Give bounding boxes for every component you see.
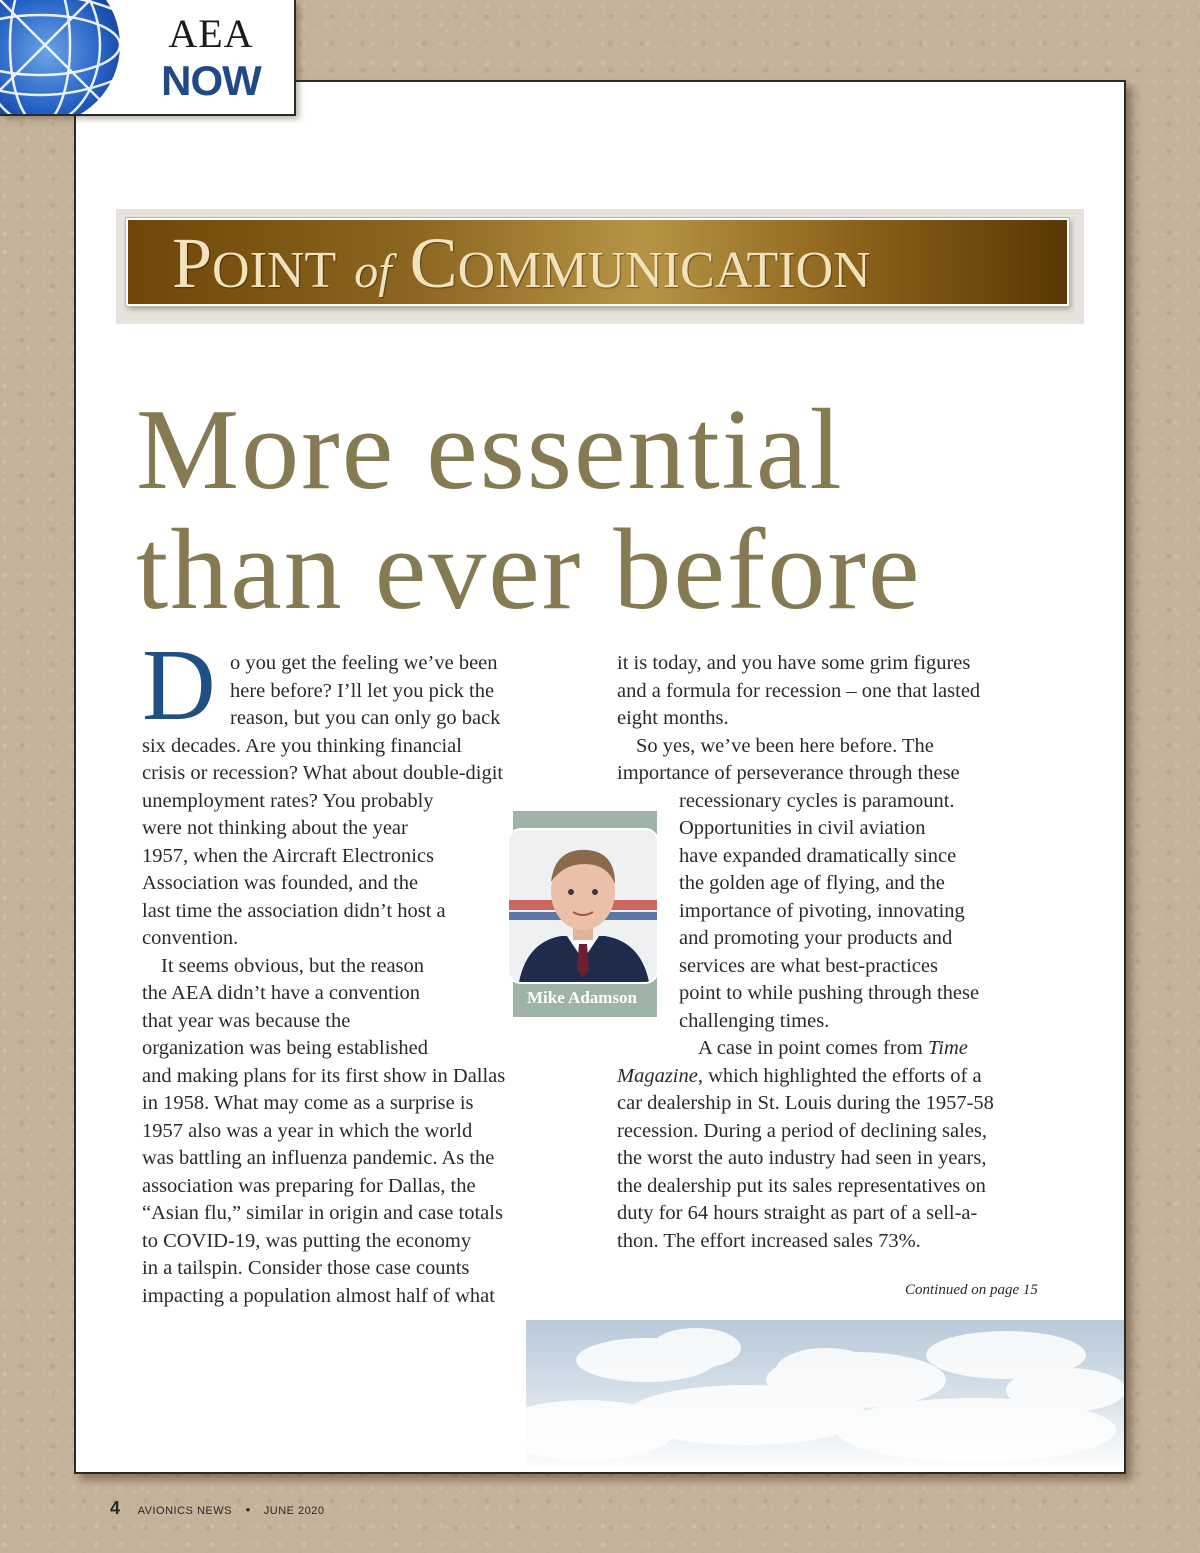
badge-aea-text: AEA [168,11,254,56]
body-line [617,1063,994,1091]
section-title-of: of [354,245,392,298]
body-line: importance of pivoting, innovating [679,899,965,922]
drop-cap: D [142,629,216,742]
body-line: association was preparing for Dallas, the [142,1174,476,1197]
body-line: six decades. Are you thinking financial [142,734,462,757]
body-line: in 1958. What may come as a surprise is [142,1092,474,1114]
body-line: “Asian flu,” similar in origin and case totals [142,1202,503,1224]
section-banner [126,218,1069,306]
article-column-2 [617,650,994,1255]
body-line: was battling an influenza pandemic. As the [142,1147,495,1169]
aea-now-badge [0,0,296,116]
body-line: Association was founded, and the [142,872,419,894]
body-line: here before? I’ll let you pick the [230,679,495,702]
section-title-c: C [409,223,458,303]
body-line: the dealership put its sales representatives on [617,1174,986,1197]
issue-date: JUNE 2020 [263,1505,325,1517]
continued-note: Continued on page 15 [905,1282,1038,1298]
body-line: crisis or recession? What about double-digit [142,762,504,784]
footer-separator: • [245,1502,251,1517]
page-footer [110,1498,325,1519]
body-line: Opportunities in civil aviation [679,817,926,839]
body-line: So yes, we’ve been here before. The [636,734,934,757]
globe-icon [0,0,140,116]
photo-caption: Mike Adamson [526,988,638,1007]
body-line: duty for 64 hours straight as part of a sell-a- [617,1202,978,1224]
italic-text: Magazine, [617,1064,703,1087]
body-line: car dealership in St. Louis during the 1957-58 [617,1092,994,1114]
body-line: that year was because the [142,1009,351,1032]
body-line: challenging times. [679,1009,830,1032]
body-line: 1957, when the Aircraft Electronics [142,844,435,867]
section-title-ommunication: OMMUNICATION [457,242,871,299]
body-line: and a formula for recession – one that lasted [617,679,981,702]
section-title-oint: OINT [212,242,337,299]
body-line: recession. During a period of declining sales, [617,1119,988,1142]
body-line: point to while pushing through these [679,982,980,1004]
body-line: eight months. [617,707,729,729]
body-line: services are what best-practices [679,954,938,977]
page-number: 4 [110,1498,121,1518]
body-line: the worst the auto industry had seen in years, [617,1147,987,1169]
body-line: the golden age of flying, and the [679,872,945,894]
body-line: recessionary cycles is paramount. [679,789,955,812]
headline-line-1: More essential [136,386,844,514]
body-line: organization was being established [142,1037,428,1059]
body-line: reason, but you can only go back [230,707,501,729]
body-line: 1957 also was a year in which the world [142,1119,473,1142]
body-line: importance of perseverance through these [617,762,960,784]
italic-text: Time [928,1037,968,1059]
body-line: to COVID-19, was putting the economy [142,1229,472,1252]
article-column-1 [142,650,505,1310]
sky-image [526,1320,1124,1472]
body-line [617,1035,994,1063]
badge-now-text: NOW [161,57,261,104]
body-line: in a tailspin. Consider those case counts [142,1257,470,1279]
body-line: o you get the feeling we’ve been [230,652,498,674]
clouds-graphic [526,1320,1124,1472]
body-line: and making plans for its first show in Dallas [142,1064,506,1087]
body-line: were not thinking about the year [142,817,408,839]
body-line: the AEA didn’t have a convention [142,982,421,1004]
body-line: and promoting your products and [679,927,953,949]
body-line: It seems obvious, but the reason [161,954,425,977]
body-text: which highlighted the efforts of a [702,1064,982,1087]
body-line: convention. [142,927,239,949]
body-line: have expanded dramatically since [679,844,957,867]
section-title-p: P [172,223,213,303]
body-line: unemployment rates? You probably [142,789,434,812]
publication-name: AVIONICS NEWS [137,1505,232,1517]
body-line: last time the association didn’t host a [142,899,446,922]
headline-line-2: than ever before [136,506,922,634]
section-title [172,223,871,309]
body-text: A case in point comes from [698,1037,929,1059]
article-headline [136,386,1096,634]
body-line: it is today, and you have some grim figures [617,652,971,674]
body-line: impacting a population almost half of what [142,1284,495,1307]
body-line: thon. The effort increased sales 73%. [617,1229,921,1252]
